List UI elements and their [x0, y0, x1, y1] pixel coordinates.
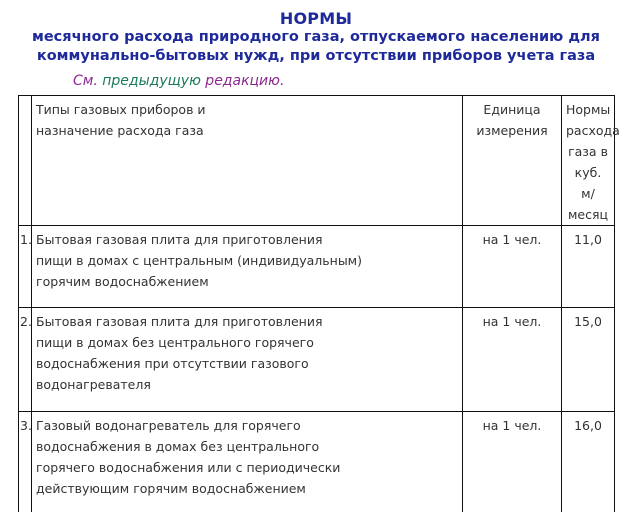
header-appliance-type: Типы газовых приборов и назначение расхода газа: [32, 96, 463, 226]
row-appliance-type: Бытовая газовая плита для приготовления пищи в домах с центральным (индивидуальным) горячим водоснабжением: [32, 226, 463, 308]
row-appliance-type: Бытовая газовая плита для приготовления пищи в домах без центрального горячего водоснабжения при отсутствии газового водонагревателя: [32, 308, 463, 412]
previous-edition-link[interactable]: предыдущую: [102, 73, 201, 89]
table-row: [19, 412, 615, 512]
header-unit: Единица измерения: [463, 96, 562, 226]
gas-norms-table: [18, 95, 620, 512]
note-suffix: редакцию.: [200, 73, 285, 89]
table-row: [19, 308, 615, 412]
title-subtitle-line-1: месячного расхода природного газа, отпускаемого населению для: [32, 29, 600, 45]
row-appliance-type: Газовый водонагреватель для горячего водоснабжения в домах без центрального горячего водоснабжения или с периодически действующим горячим водоснабжением: [32, 412, 463, 512]
row-norm-value: 11,0: [562, 226, 615, 308]
row-unit: на 1 чел.: [463, 226, 562, 308]
row-number: 2.: [19, 308, 32, 412]
row-number: 3.: [19, 412, 32, 512]
table-row: [19, 226, 615, 308]
row-unit: на 1 чел.: [463, 412, 562, 512]
header-number-cell: [19, 96, 32, 226]
header-norm: Нормы расхода газа в куб. м/месяц: [562, 96, 615, 226]
table-header-row: [19, 96, 615, 226]
row-unit: на 1 чел.: [463, 308, 562, 412]
note-prefix: См.: [73, 73, 103, 89]
previous-edition-note: [73, 73, 284, 89]
title-heading: НОРМЫ: [279, 9, 353, 28]
row-norm-value: 16,0: [562, 412, 615, 512]
document-title: [0, 10, 632, 66]
row-norm-value: 15,0: [562, 308, 615, 412]
title-subtitle-line-2: коммунально-бытовых нужд, при отсутствии приборов учета газа: [36, 48, 596, 64]
row-number: 1.: [19, 226, 32, 308]
